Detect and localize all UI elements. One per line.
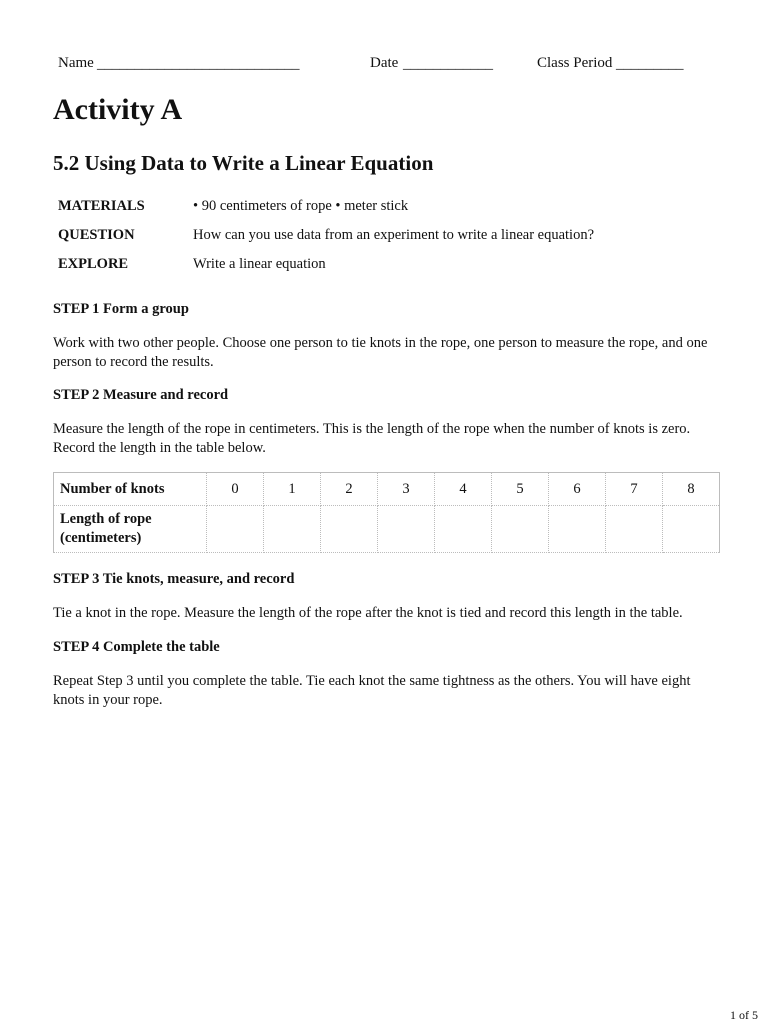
- length-input-cell[interactable]: [435, 506, 492, 553]
- knots-cell: 3: [378, 473, 435, 506]
- explore-value: Write a linear equation: [193, 256, 326, 272]
- length-input-cell[interactable]: [378, 506, 435, 553]
- page-subtitle: 5.2 Using Data to Write a Linear Equation: [53, 151, 434, 175]
- knots-cell: 7: [606, 473, 663, 506]
- explore-label: EXPLORE: [58, 256, 129, 272]
- length-input-cell[interactable]: [207, 506, 264, 553]
- step-1-text: Work with two other people. Choose one person to tie knots in the rope, one person to measure the rope, and one person to record the results.: [53, 335, 708, 370]
- materials-label: MATERIALS: [58, 198, 145, 214]
- step-3-heading: STEP 3 Tie knots, measure, and record: [53, 571, 295, 587]
- name-label: Name: [58, 55, 94, 71]
- row-header-length: Length of rope (centimeters): [54, 506, 207, 553]
- length-input-cell[interactable]: [606, 506, 663, 553]
- step-2-text: Measure the length of the rope in centimeters. This is the length of the rope when the number of knots is zero. Record the length in the table below.: [53, 421, 691, 456]
- row-header-knots: Number of knots: [54, 473, 207, 506]
- length-input-cell[interactable]: [663, 506, 720, 553]
- page-title: Activity A: [53, 93, 183, 126]
- step-1-heading: STEP 1 Form a group: [53, 301, 189, 317]
- knots-cell: 0: [207, 473, 264, 506]
- step-3-text: Tie a knot in the rope. Measure the length of the rope after the knot is tied and record this length in the table.: [53, 605, 683, 621]
- page-number: 1 of 5: [730, 1008, 758, 1022]
- date-field[interactable]: ____________: [403, 56, 493, 72]
- length-input-cell[interactable]: [264, 506, 321, 553]
- length-input-cell[interactable]: [492, 506, 549, 553]
- knots-cell: 8: [663, 473, 720, 506]
- length-input-cell[interactable]: [549, 506, 606, 553]
- question-value: How can you use data from an experiment to write a linear equation?: [193, 227, 595, 243]
- knots-data-table: [53, 472, 720, 553]
- knots-cell: 6: [549, 473, 606, 506]
- knots-cell: 4: [435, 473, 492, 506]
- step-2-heading: STEP 2 Measure and record: [53, 387, 229, 403]
- step-4-heading: STEP 4 Complete the table: [53, 639, 220, 655]
- knots-cell: 5: [492, 473, 549, 506]
- question-label: QUESTION: [58, 227, 135, 243]
- step-4-text: Repeat Step 3 until you complete the table. Tie each knot the same tightness as the others. You will have eight knots in your rope.: [53, 673, 691, 708]
- materials-value: • 90 centimeters of rope • meter stick: [193, 198, 409, 214]
- name-field[interactable]: ___________________________: [97, 56, 300, 72]
- table-row-knots: [54, 473, 720, 506]
- table-row-length: [54, 506, 720, 553]
- knots-cell: 2: [321, 473, 378, 506]
- length-input-cell[interactable]: [321, 506, 378, 553]
- class-period-field[interactable]: _________: [616, 56, 684, 72]
- knots-cell: 1: [264, 473, 321, 506]
- date-label: Date: [370, 55, 399, 71]
- class-period-label: Class Period: [537, 55, 613, 71]
